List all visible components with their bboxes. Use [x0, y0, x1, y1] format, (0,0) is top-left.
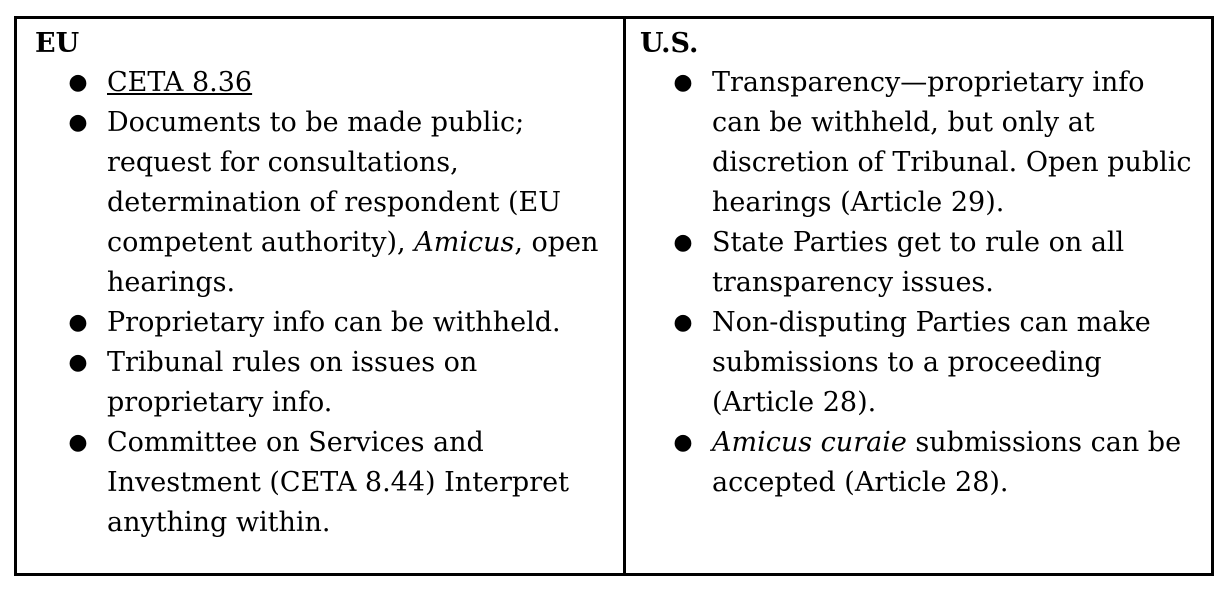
item-italic-text: Amicus curaie: [712, 427, 907, 458]
item-text: Proprietary info can be withheld.: [107, 307, 561, 338]
list-item: [640, 423, 1197, 503]
item-text-after: , open hearings.: [107, 227, 599, 298]
list-item: [640, 223, 1197, 303]
item-text: State Parties get to rule on all transparency issues.: [712, 227, 1125, 298]
ceta-reference-link[interactable]: CETA 8.36: [107, 67, 253, 98]
us-column: [626, 19, 1211, 573]
item-text: Transparency—proprietary info can be withheld, but only at discretion of Tribunal. Open public hearings (Article 29).: [712, 67, 1192, 218]
bullet-icon: ●: [68, 350, 88, 375]
eu-column: [17, 19, 626, 573]
us-list: [640, 63, 1197, 503]
bullet-icon: ●: [68, 430, 88, 455]
item-text: Documents to be made public; request for consultations, determination of respondent (EU competent authority),: [107, 107, 562, 258]
us-heading: U.S.: [640, 28, 699, 59]
bullet-icon: ●: [68, 110, 88, 135]
list-item: [640, 303, 1197, 423]
item-italic-text: Amicus: [414, 227, 515, 258]
item-text: Non-disputing Parties can make submissions to a proceeding (Article 28).: [712, 307, 1151, 418]
bullet-icon: ●: [673, 70, 693, 95]
eu-list: [35, 63, 609, 543]
item-text-after: submissions can be accepted (Article 28).: [712, 427, 1182, 498]
bullet-icon: ●: [673, 430, 693, 455]
list-item: [640, 63, 1197, 223]
bullet-icon: ●: [673, 230, 693, 255]
eu-heading: EU: [35, 28, 80, 59]
bullet-icon: ●: [68, 70, 88, 95]
item-text: Tribunal rules on issues on proprietary info.: [107, 347, 478, 418]
list-item: [35, 303, 609, 343]
comparison-table: [14, 16, 1214, 576]
list-item: [35, 63, 609, 103]
list-item: [35, 103, 609, 303]
list-item: [35, 423, 609, 543]
item-text: Committee on Services and Investment (CETA 8.44) Interpret anything within.: [107, 427, 569, 538]
list-item: [35, 343, 609, 423]
bullet-icon: ●: [68, 310, 88, 335]
bullet-icon: ●: [673, 310, 693, 335]
